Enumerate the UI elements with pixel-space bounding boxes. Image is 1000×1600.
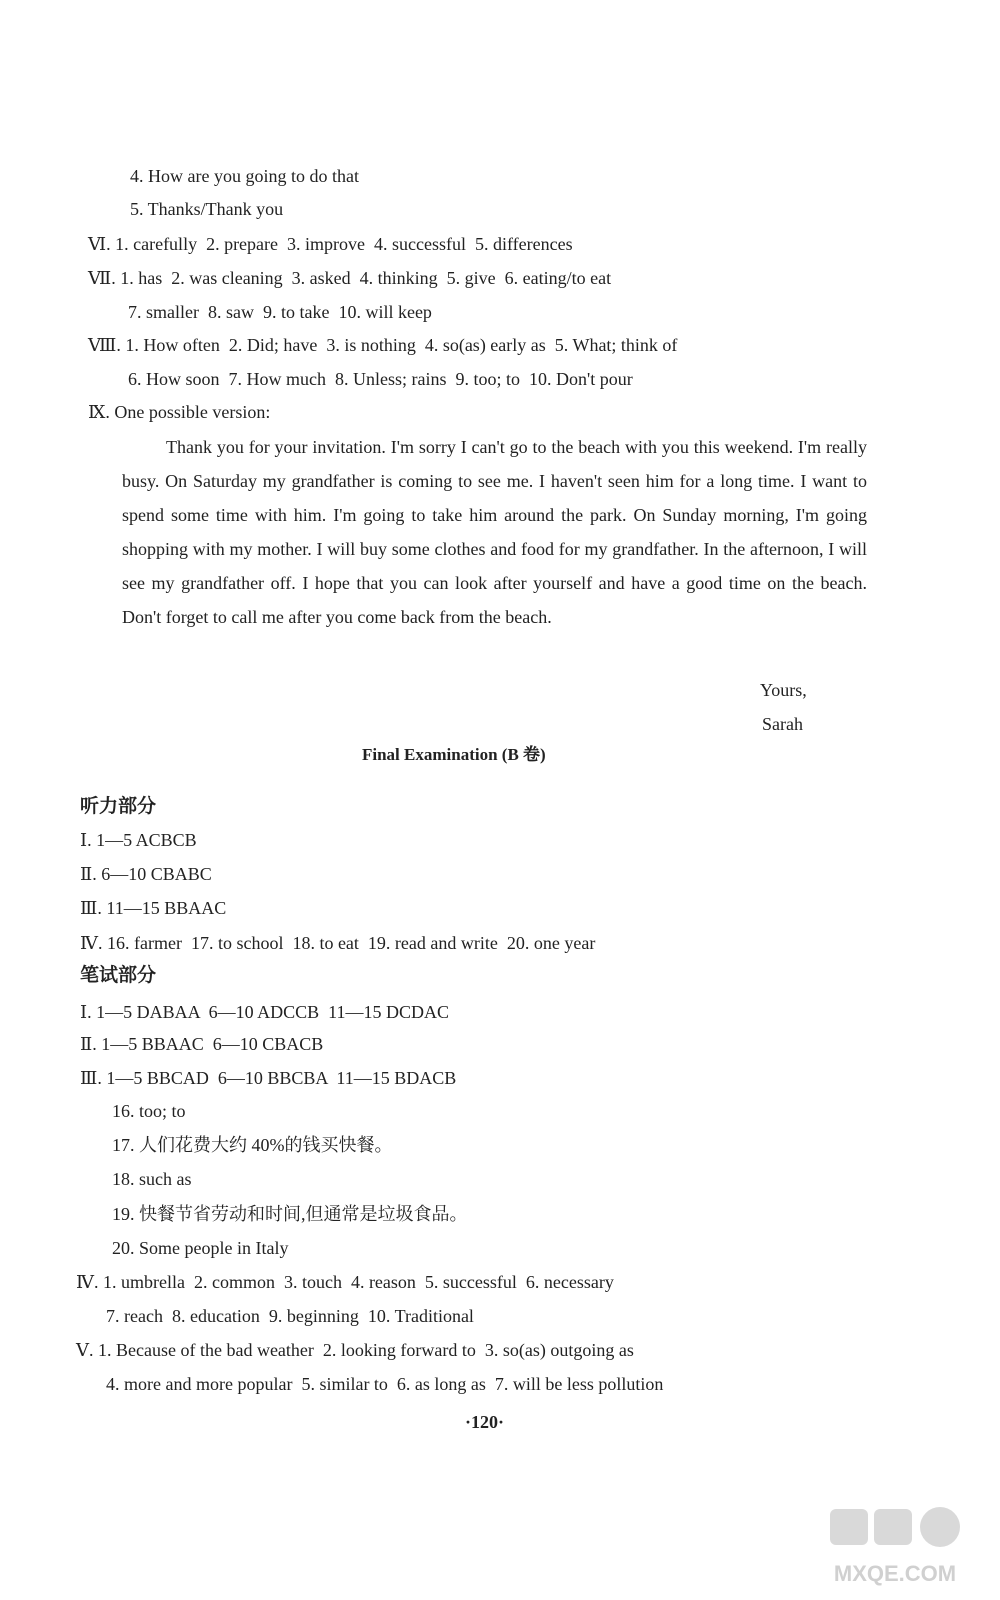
answer-line: Ⅶ. 1. has 2. was cleaning 3. asked 4. thinking 5. give 6. eating/to eat: [88, 268, 612, 288]
written-heading: 笔试部分: [80, 964, 157, 986]
letter-body: Thank you for your invitation. I'm sorry I can't go to the beach with you this weekend. I'm really busy. On Saturday my grandfather is coming to see me. I haven't seen him for a long time. I want to spend some time with him. I'm going to take him around the park. On Sunday morning, I'm going shopping with my mother. I will buy some clothes and food for my grandfather. In the afternoon, I will see my grandfather off. I hope that you can look after yourself and have a good time on the beach. Don't forget to call me after you come back from the beach.: [122, 437, 867, 627]
answer-line: 17. 人们花费大约 40%的钱买快餐。: [112, 1135, 393, 1155]
answer-line: Ⅳ. 1. umbrella 2. common 3. touch 4. reason 5. successful 6. necessary: [76, 1272, 614, 1292]
watermark-text: MXQE.COM: [833, 1561, 957, 1586]
answer-line: 19. 快餐节省劳动和时间,但通常是垃圾食品。: [112, 1204, 468, 1224]
answer-line: Ⅰ. 1—5 DABAA 6—10 ADCCB 11—15 DCDAC: [80, 1002, 449, 1022]
watermark-logo: [810, 1505, 980, 1595]
answer-line: 4. more and more popular 5. similar to 6. as long as 7. will be less pollution: [106, 1374, 664, 1394]
exam-title: Final Examination (B 卷): [362, 745, 546, 764]
answer-line: Ⅷ. 1. How often 2. Did; have 3. is nothing 4. so(as) early as 5. What; think of: [88, 335, 678, 355]
answer-line: 7. smaller 8. saw 9. to take 10. will keep: [128, 302, 432, 322]
answer-line: Ⅸ. One possible version:: [88, 402, 271, 422]
answer-line: 7. reach 8. education 9. beginning 10. Traditional: [106, 1306, 474, 1326]
answer-line: 6. How soon 7. How much 8. Unless; rains 9. too; to 10. Don't pour: [128, 369, 633, 389]
answer-line: Ⅲ. 1—5 BBCAD 6—10 BBCBA 11—15 BDACB: [80, 1068, 457, 1088]
answer-line: Ⅱ. 1—5 BBAAC 6—10 CBACB: [80, 1034, 324, 1054]
answer-line: Ⅱ. 6—10 CBABC: [80, 864, 212, 884]
answer-line: 18. such as: [112, 1169, 192, 1189]
answer-line: 20. Some people in Italy: [112, 1238, 289, 1258]
answer-line: Ⅲ. 11—15 BBAAC: [80, 898, 227, 918]
letter-signature: Sarah: [762, 714, 803, 734]
answer-line: Ⅴ. 1. Because of the bad weather 2. looking forward to 3. so(as) outgoing as: [76, 1340, 634, 1360]
listening-heading: 听力部分: [80, 795, 157, 817]
answer-line: Ⅳ. 16. farmer 17. to school 18. to eat 19. read and write 20. one year: [80, 933, 596, 953]
answer-line: 5. Thanks/Thank you: [130, 199, 284, 219]
answer-line: Ⅰ. 1—5 ACBCB: [80, 830, 197, 850]
answer-line: 16. too; to: [112, 1101, 186, 1121]
answer-line: 4. How are you going to do that: [130, 166, 359, 186]
answer-line: Ⅵ. 1. carefully 2. prepare 3. improve 4. successful 5. differences: [88, 234, 573, 254]
page-number: ·120·: [465, 1412, 505, 1432]
letter-closing: Yours,: [760, 680, 807, 700]
